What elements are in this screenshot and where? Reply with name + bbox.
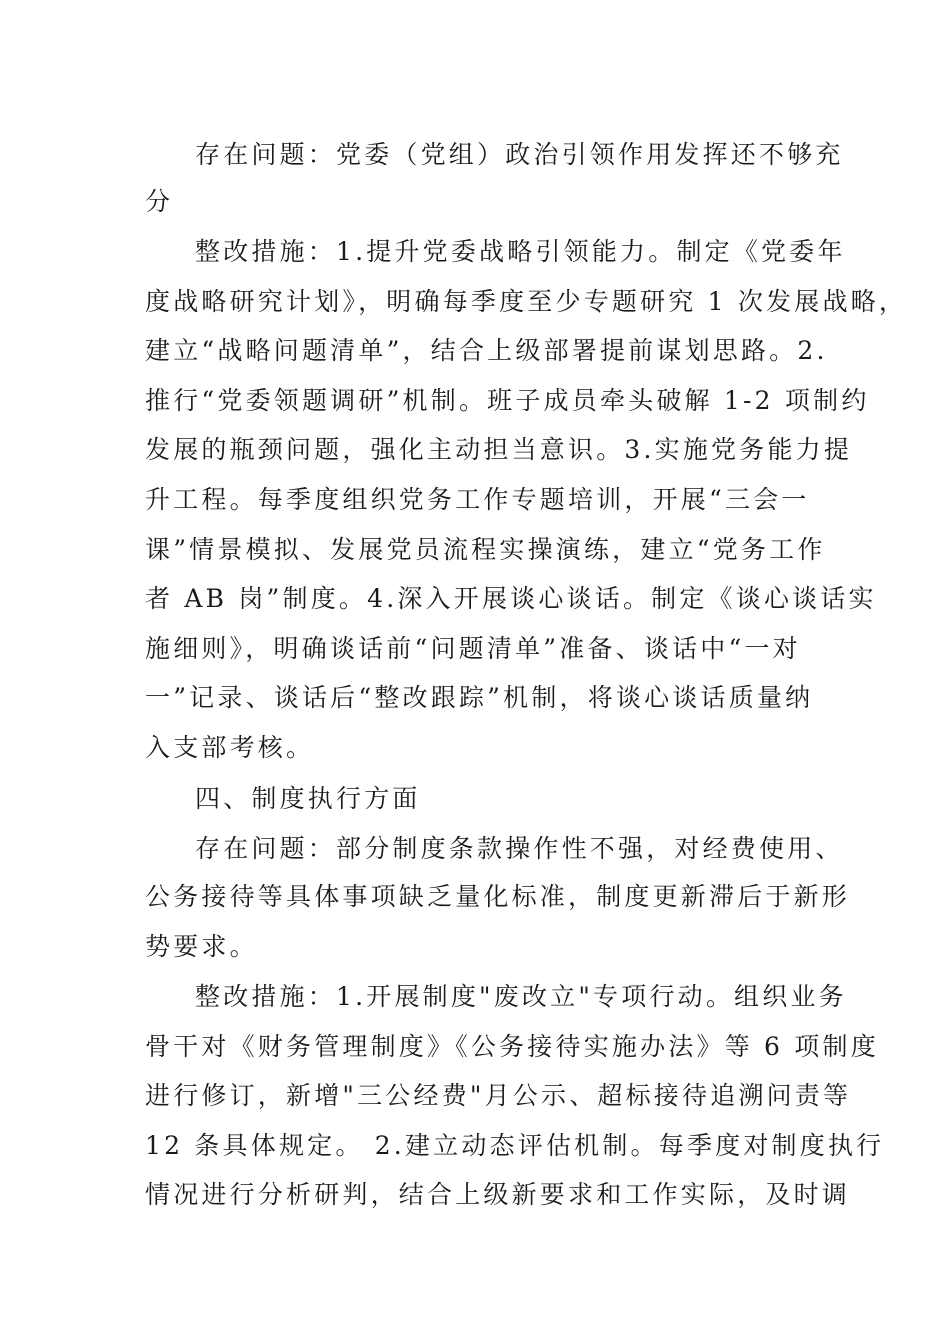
paragraph-line: 情况进行分析研判，结合上级新要求和工作实际，及时调 <box>145 1180 851 1209</box>
paragraph-line: 发展的瓶颈问题，强化主动担当意识。3.实施党务能力提 <box>145 435 853 464</box>
paragraph-line: 整改措施：1.提升党委战略引领能力。制定《党委年 <box>195 237 846 266</box>
paragraph-line: 骨干对《财务管理制度》《公务接待实施办法》等 6 项制度 <box>145 1032 879 1061</box>
paragraph-line: 分 <box>145 187 174 216</box>
paragraph-line: 课”情景模拟、发展党员流程实操演练，建立“党务工作 <box>145 535 826 564</box>
paragraph-line: 整改措施：1.开展制度"废改立"专项行动。组织业务 <box>195 982 847 1011</box>
paragraph-line: 入支部考核。 <box>145 733 315 762</box>
paragraph-line: 建立“战略问题清单”，结合上级部署提前谋划思路。2. <box>145 336 828 365</box>
paragraph-line: 存在问题：部分制度条款操作性不强，对经费使用、 <box>195 834 844 863</box>
paragraph-line: 升工程。每季度组织党务工作专题培训，开展“三会一 <box>145 485 810 514</box>
paragraph-line: 推行“党委领题调研”机制。班子成员牵头破解 1-2 项制约 <box>145 386 870 415</box>
paragraph-line: 公务接待等具体事项缺乏量化标准，制度更新滞后于新形 <box>145 882 851 911</box>
paragraph-line: 进行修订，新增"三公经费"月公示、超标接待追溯问责等 <box>145 1081 852 1110</box>
paragraph-line: 者 AB 岗”制度。4.深入开展谈心谈话。制定《谈心谈话实 <box>145 584 877 613</box>
paragraph-line: 一”记录、谈话后“整改跟踪”机制，将谈心谈话质量纳 <box>145 683 814 712</box>
paragraph-line: 12 条具体规定。 2.建立动态评估机制。每季度对制度执行 <box>145 1131 885 1160</box>
paragraph-line: 度战略研究计划》，明确每季度至少专题研究 1 次发展战略， <box>145 287 908 316</box>
paragraph-line: 势要求。 <box>145 932 258 961</box>
paragraph-line: 施细则》，明确谈话前“问题清单”准备、谈话中“一对 <box>145 634 801 663</box>
section-heading: 四、制度执行方面 <box>195 784 421 813</box>
paragraph-line: 存在问题：党委（党组）政治引领作用发挥还不够充 <box>195 140 844 169</box>
